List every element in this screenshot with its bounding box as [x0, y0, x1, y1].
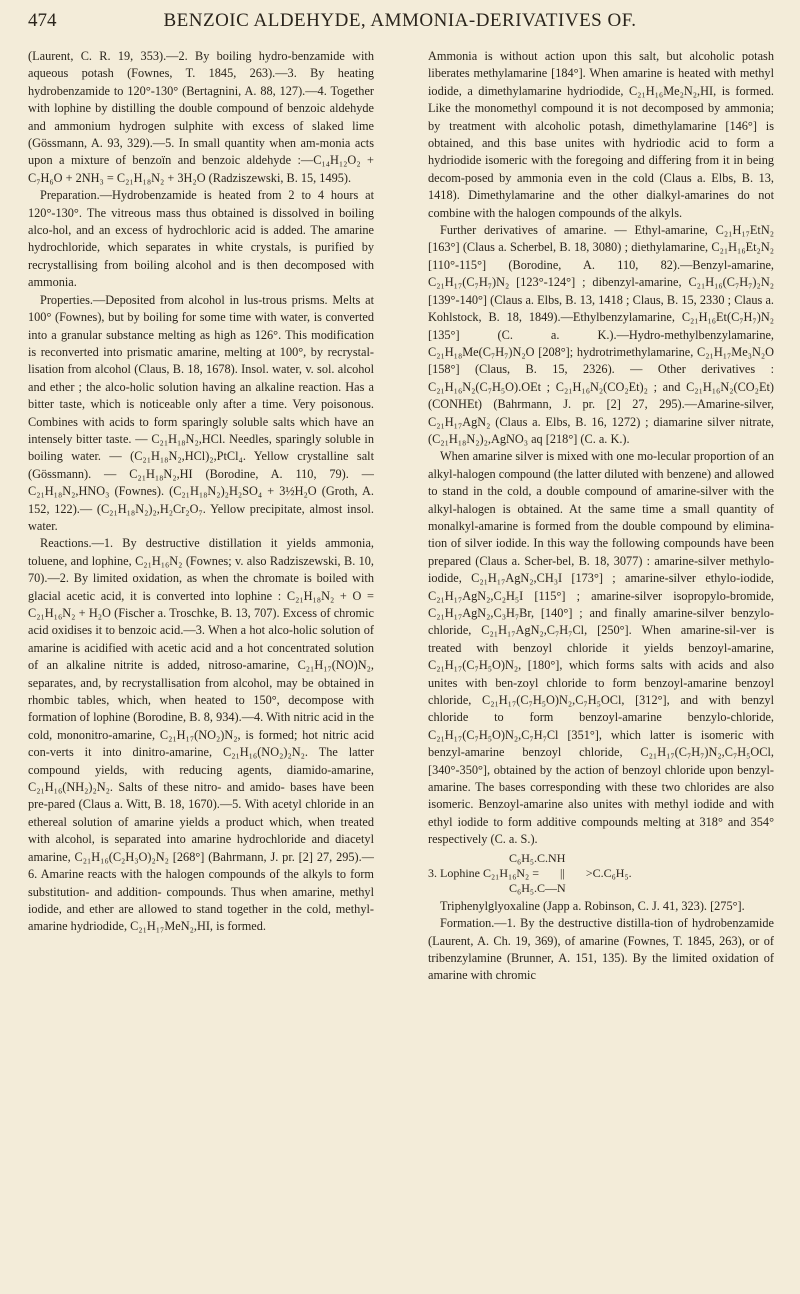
structure-line: C₆H₅.C.NH — [428, 850, 566, 865]
paragraph: Further derivatives of amarine. — Ethyl-amarine, C₂₁H₁₇EtN₂ [163°] (Claus a. Scherbel, B. 18, 3080) ; diethylamarine, C₂₁H₁₆Et₂N₂ [110°-115°] (Borodine, A. 110, 82).—Benzyl-amarine, C₂₁H₁₇(C₇H₇)N₂ [123°-124°] ; dibenzyl-amarine, C₂₁H₁₆(C₇H₇)₂N₂ [139°-140°] (Claus a. Elbs, B. 13, 1418 ; Claus, B. 15, 2330 ; Claus a. Kohlstock, B. 18, 1849).—Ethylbenzylamarine, C₂₁H₁₆Et(C₇H₇)N₂ [135°] (C. a. K.).—Hydro-methylbenzylamarine, C₂₁H₁₈Me(C₇H₇)N₂O [208°]; hydrotrimethylamarine, C₂₁H₁₇Me₃N₂O [158°] (Claus, B. 15, 2326). — Other derivatives : C₂₁H₁₆N₂(C₇H₅O).OEt ; C₂₁H₁₆N₂(CO₂Et)₂ ; and C₂₁H₁₆N₂(CO₂Et)(CONHEt) (Bahrmann, J. pr. [2] 27, 295).—Amarine-silver, C₂₁H₁₇AgN₂ (Claus a. Elbs, B. 16, 1272) ; diamarine silver nitrate, (C₂₁H₁₈N₂)₂,AgNO₃ aq [218°] (C. a. K.). — [428, 223, 774, 446]
structure-line: C₆H₅.C—N — [428, 880, 566, 895]
paragraph: Ammonia is without action upon this salt, but alcoholic potash liberates methylamarine [184°]. When amarine is heated with methyl iodide, a dimethylamarine hydriodide, C₂₁H₁₆Me₂N₂,HI, is formed. Like the monomethyl compound it is not decomposed by ammonia; by treatment with alcoholic potash, dimethylamarine [146°] is obtained, and this base unites with hydriodic acid to form a hydriodide isomeric with the foregoing and differing from it in being decom-posed by ammonia even in the cold (Claus a. Elbs, B. 13, 1418). Dimethylamarine and the other dialkyl-amarines do not combine with the halogen compounds of the alkyls. — [428, 49, 774, 220]
page-number: 474 — [28, 10, 57, 31]
paragraph: Preparation.—Hydrobenzamide is heated from 2 to 4 hours at 120°-130°. The vitreous mass thus obtained is dissolved in boiling alco-hol, and an excess of hydrochloric acid is added. The amarine hydrochloride, which separates in white crystals, is purified by recrystallising from boiling alcohol and is then decomposed with ammonia. — [28, 188, 374, 290]
structure-line: 3. Lophine C₂₁H₁₆N₂ = || >C.C₆H₅. — [428, 865, 632, 880]
running-title: BENZOIC ALDEHYDE, AMMONIA-DERIVATIVES OF. — [163, 10, 637, 31]
left-column — [28, 48, 374, 1284]
paragraph: Triphenylglyoxaline (Japp a. Robinson, C. J. 41, 323). [275°]. — [440, 898, 745, 913]
paragraph: Properties.—Deposited from alcohol in lus-trous prisms. Melts at 100° (Fownes), but by boiling for some time with water, is converted into a granular substance melting as high as 126°. This modification is reconverted into prismatic amarine, melting at 100°, by recrystal-lisation from alcohol (Claus, B. 18, 1678). Insol. water, v. sol. alcohol and ether ; the alco-holic solution having an alkaline reaction. Has a bitter taste, which is noticeable only after a time. Very poisonous. Combines with acids to form sparingly soluble salts which have an intensely bitter taste. — C₂₁H₁₈N₂,HCl. Needles, sparingly soluble in boiling water. — (C₂₁H₁₈N₂,HCl)₂,PtCl₄. Yellow crystalline salt (Gössmann). — C₂₁H₁₈N₂,HI (Borodine, A. 110, 79). — C₂₁H₁₈N₂,HNO₃ (Fownes). (C₂₁H₁₈N₂)₂H₂SO₄ + 3½H₂O (Groth, A. 152, 122).— (C₂₁H₁₈N₂)₂,H₂Cr₂O₇. Yellow precipitate, almost insol. water. — [28, 292, 374, 533]
paragraph: When amarine silver is mixed with one mo-lecular proportion of an alkyl-halogen compound (the latter diluted with benzene) and allowed to stand in the cold, a double compound of amarine-silver with the alkyl-halogen is obtained. At the same time a small quantity of monalkyl-amarine is formed from the double compound by elimina-tion of silver iodide. In this way the following compounds have been prepared (Claus a. Scher-bel, B. 18, 3077) : amarine-silver methylo-iodide, C₂₁H₁₇AgN₂,CH₃I [173°] ; amarine-silver ethylo-iodide, C₂₁H₁₇AgN₂,C₂H₅I [115°] ; amarine-silver isopropylo-bromide, C₂₁H₁₇AgN₂,C₃H₇Br, [140°] ; and finally amarine-silver benzylo-chloride, C₂₁H₁₇AgN₂,C₇H₇Cl, [250°]. When amarine-sil-ver is treated with benzoyl chloride it yields benzoyl-amarine, C₂₁H₁₇(C₇H₅O)N₂, [180°], which forms salts with acids and also unites with ben-zoyl chloride to form benzoyl-amarine benzoyl chloride, C₂₁H₁₇(C₇H₅O)N₂,C₇H₅OCl, [312°], and with benzyl chloride to form benzoyl-amarine benzylo-chloride, C₂₁H₁₇(C₇H₅O)N₂,C₇H₇Cl [351°], which latter is isomeric with benzyl-amarine benzoyl chloride, C₂₁H₁₇(C₇H₇)N₂,C₇H₅OCl, [340°-350°], obtained by the action of benzoyl chloride upon benzyl-amarine. The bases corresponding with these two chlorides are also isomeric. Benzoyl-amarine also unites with methyl iodide and with ethyl iodide to form additive compounds melting at 318° and 354° respectively (C. a. S.). — [428, 449, 774, 847]
lophine-structure-formula — [428, 851, 774, 896]
right-column — [428, 48, 774, 1284]
paragraph: (Laurent, C. R. 19, 353).—2. By boiling hydro-benzamide with aqueous potash (Fownes, T. 1845, 263).—3. By heating hydrobenzamide to 120°-130° (Bertagnini, A. 88, 127).—4. Together with lophine by distilling the double compound of benzoic aldehyde and ammonium hydrogen sulphite with excess of slaked lime (Gössmann, A. 93, 329).—5. In small quantity when am-monia acts upon a mixture of benzoïn and benzoic aldehyde :—C₁₄H₁₂O₂ + C₇H₆O + 2NH₃ = C₂₁H₁₈N₂ + 3H₂O (Radziszewski, B. 15, 1495). — [28, 49, 374, 185]
paragraph: Reactions.—1. By destructive distillation it yields ammonia, toluene, and lophine, C₂₁H₁₆N₂ (Fownes; v. also Radziszewski, B. 10, 70).—2. By limited oxidation, as when the chromate is boiled with glacial acetic acid, it is converted into lophine : C₂₁H₁₈N₂ + O = C₂₁H₁₆N₂ + H₂O (Fischer a. Troschke, B. 13, 707). Excess of chromic acid oxidises it to benzoic acid.—3. When a hot alco-holic solution of amarine is acidified with acetic acid and a hot concentrated solution of an alkaline nitrite is added, nitroso-amarine, C₂₁H₁₇(NO)N₂, separates, and, by recrystallisation from alcohol, may be obtained in rhombic tables, which, when heated to 150°, decompose with formation of lophine (Borodine, B. 8, 934).—4. With nitric acid in the cold, mononitro-amarine, C₂₁H₁₇(NO₂)N₂, is formed; hot nitric acid con-verts it into dinitro-amarine, C₂₁H₁₆(NO₂)₂N₂. The latter compound yields, with reducing agents, diamido-amarine, C₂₁H₁₆(NH₂)₂N₂. Salts of these nitro- and amido- bases have been pre-pared (Claus a. Witt, B. 18, 1670).—5. With acetyl chloride in an ethereal solution of amarine yields a product which, when treated with alcohol, is separated into amarine hydrochloride and diacetyl amarine, C₂₁H₁₆(C₂H₃O)₂N₂ [268°] (Bahrmann, J. pr. [2] 27, 295).—6. Amarine reacts with the halogen compounds of the alkyls to form substitution- and addition- compounds. Thus when amarine, methyl iodide, and ether are allowed to stand together in the cold, methyl-amarine hydriodide, C₂₁H₁₇MeN₂,HI, is formed. — [28, 536, 374, 934]
paragraph: Formation.—1. By the destructive distilla-tion of hydrobenzamide (Laurent, A. Ch. 19, 369), of amarine (Fownes, T. 1845, 263), or of tribenzylamine (Brunner, A. 151, 135). By the limited oxidation of amarine with chromic — [428, 916, 774, 983]
page-header — [28, 10, 772, 40]
